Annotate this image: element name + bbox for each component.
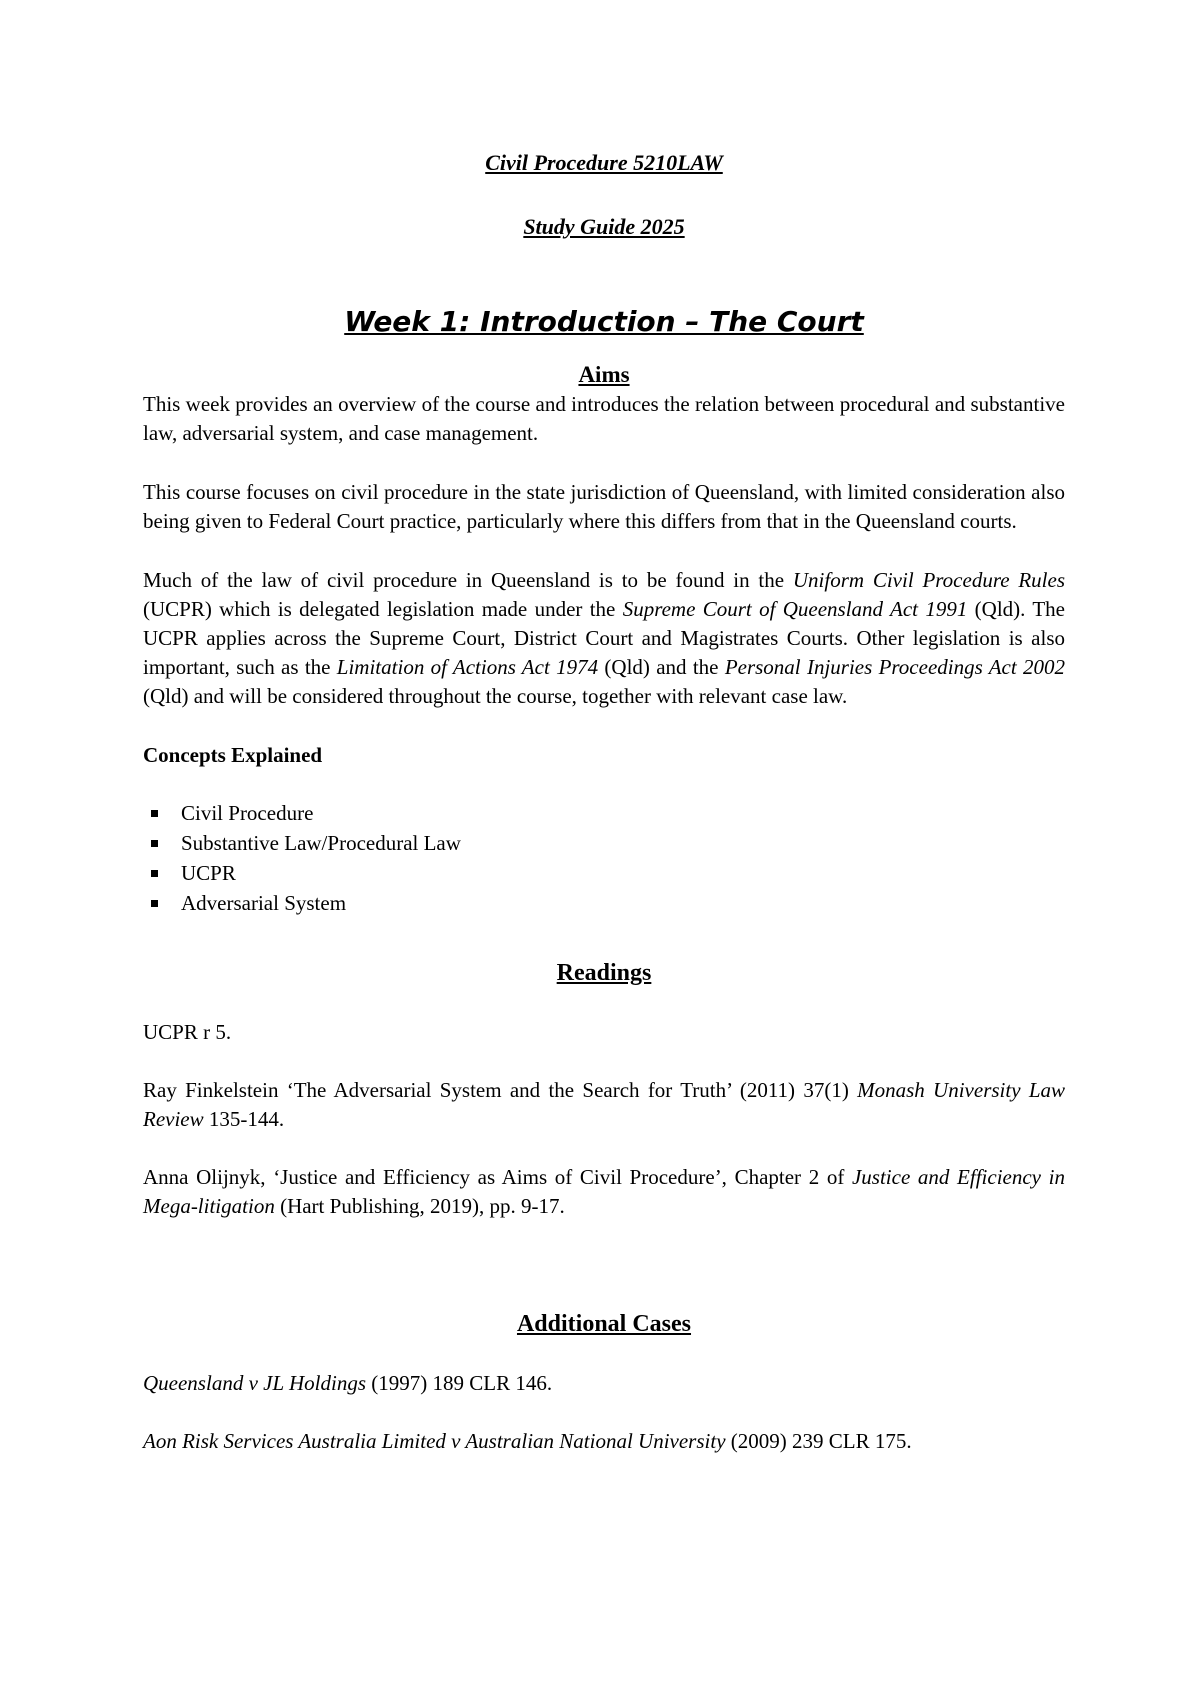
aims-paragraph-1: This week provides an overview of the course and introduces the relation between procedural and substantive law, adversarial system, and case management.: [143, 392, 1065, 445]
aims-p3-text-1: Much of the law of civil procedure in Queensland is to be found in the: [143, 568, 793, 592]
aims-paragraph-2: This course focuses on civil procedure in the state jurisdiction of Queensland, with limited consideration also being given to Federal Court practice, particularly where this differs from that in the Queensland courts.: [143, 480, 1065, 533]
document-content: [143, 148, 1065, 1456]
list-item: [143, 888, 1065, 918]
concept-label: Civil Procedure: [181, 801, 314, 825]
list-item: [143, 798, 1065, 828]
case-2: [143, 1427, 1065, 1456]
aims-p3-text-5: (Qld) and will be considered throughout the course, together with relevant case law.: [143, 684, 848, 708]
aims-p3-text-2: (UCPR) which is delegated legislation made under the: [143, 597, 623, 621]
aims-paragraph-3: [143, 566, 1065, 711]
aims-p3-italic-supreme-court-act: Supreme Court of Queensland Act 1991: [622, 597, 968, 621]
aims-p3-italic-limitation-act: Limitation of Actions Act 1974: [336, 655, 599, 679]
reading-2-italic-journal: Monash University Law Review: [143, 1078, 1066, 1131]
square-bullet-icon: [151, 870, 158, 877]
reading-3: [143, 1163, 1065, 1221]
study-guide-title: Study Guide 2025: [523, 214, 685, 239]
case-2-citation: (2009) 239 CLR 175.: [725, 1429, 912, 1453]
aims-p3-italic-pipa: Personal Injuries Proceedings Act 2002: [724, 655, 1065, 679]
course-title: Civil Procedure 5210LAW: [485, 150, 723, 175]
reading-3-text-1: Anna Olijnyk, ‘Justice and Efficiency as Aims of Civil Procedure’, Chapter 2 of: [143, 1165, 852, 1189]
readings-heading: Readings: [556, 960, 652, 986]
reading-3-text-2: (Hart Publishing, 2019), pp. 9-17.: [274, 1194, 565, 1218]
aims-p3-italic-ucpr: Uniform Civil Procedure Rules: [792, 568, 1065, 592]
reading-3-italic-book: Justice and Efficiency in Mega-litigation: [143, 1165, 1065, 1218]
concepts-heading: Concepts Explained: [143, 743, 323, 767]
concept-label: UCPR: [181, 861, 236, 885]
square-bullet-icon: [151, 840, 158, 847]
reading-2-text-1: Ray Finkelstein ‘The Adversarial System and the Search for Truth’ (2011) 37(1): [143, 1078, 858, 1102]
square-bullet-icon: [151, 900, 158, 907]
aims-heading: Aims: [578, 362, 630, 387]
reading-1: UCPR r 5.: [143, 1020, 232, 1044]
concepts-list: [143, 798, 1065, 918]
concept-label: Substantive Law/Procedural Law: [181, 831, 461, 855]
additional-cases-heading: Additional Cases: [516, 1311, 692, 1337]
concept-label: Adversarial System: [181, 891, 347, 915]
case-2-italic-name: Aon Risk Services Australia Limited v Australian National University: [143, 1429, 726, 1453]
reading-2-text-2: 135-144.: [203, 1107, 285, 1131]
case-1-citation: (1997) 189 CLR 146.: [366, 1371, 553, 1395]
week-heading: Week 1: Introduction – The Court: [344, 305, 864, 338]
list-item: [143, 828, 1065, 858]
case-1: [143, 1369, 1065, 1398]
aims-p3-text-4: (Qld) and the: [598, 655, 725, 679]
square-bullet-icon: [151, 810, 158, 817]
case-1-italic-name: Queensland v JL Holdings: [143, 1371, 367, 1395]
reading-2: [143, 1076, 1065, 1134]
list-item: [143, 858, 1065, 888]
aims-p3-text-3: (Qld). The UCPR applies across the Supreme Court, District Court and Magistrates Courts. Other legislation is also important, such as the: [143, 597, 1065, 679]
